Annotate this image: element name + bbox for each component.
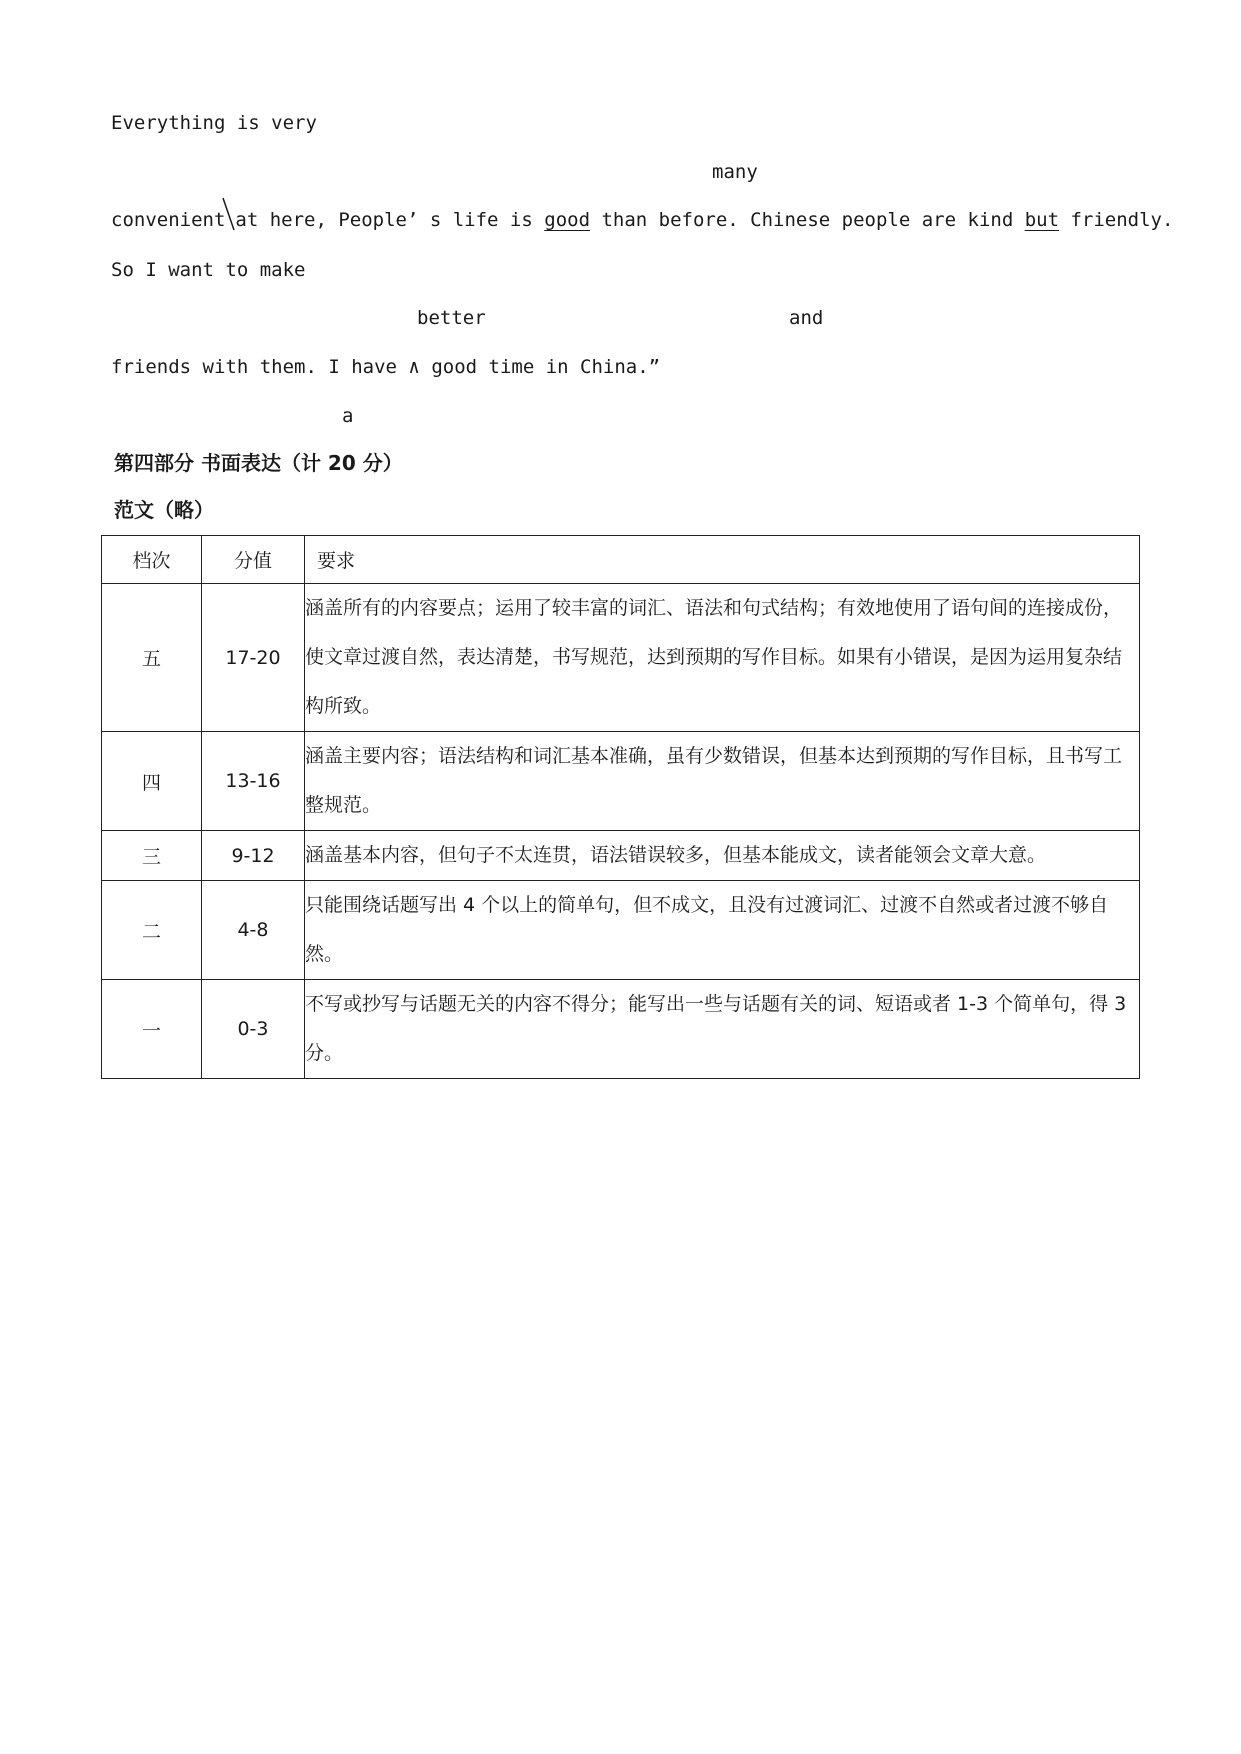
requirement-cell: 涵盖主要内容；语法结构和词汇基本准确，虽有少数错误，但基本达到预期的写作目标，且书写工整规范。	[305, 732, 1140, 831]
insertion-many: many	[712, 161, 758, 183]
score-cell: 13-16	[202, 732, 305, 831]
caret-mark: ∧	[408, 356, 420, 378]
requirement-cell: 涵盖基本内容，但句子不太连贯，语法错误较多，但基本能成文，读者能领会文章大意。	[305, 831, 1140, 881]
level-cell: 一	[102, 980, 202, 1079]
level-cell: 四	[102, 732, 202, 831]
grading-table	[101, 535, 1140, 1079]
text-segment: friends with them. I have	[111, 356, 409, 378]
underlined-word-but: but	[1024, 209, 1060, 231]
table-row	[102, 831, 1140, 881]
sample-essay-label: 范文（略）	[114, 498, 214, 522]
table-header-row	[102, 536, 1140, 584]
table-row	[102, 732, 1140, 831]
insertion-and: and	[789, 307, 824, 329]
header-level: 档次	[102, 536, 202, 584]
text-segment: friendly.	[1059, 209, 1174, 231]
insertion-a: a	[342, 405, 354, 427]
requirement-cell: 只能围绕话题写出 4 个以上的简单句，但不成文，且没有过渡词汇、过渡不自然或者过渡不够自然。	[305, 881, 1140, 980]
level-cell: 二	[102, 881, 202, 980]
passage-line-3: So I want to make	[111, 259, 306, 281]
table-row	[102, 980, 1140, 1079]
score-cell: 0-3	[202, 980, 305, 1079]
insertion-better: better	[417, 307, 486, 329]
section-title: 第四部分 书面表达（计 20 分）	[114, 451, 403, 475]
level-cell: 三	[102, 831, 202, 881]
table-row	[102, 584, 1140, 732]
passage-line-1: Everything is very	[111, 112, 317, 134]
deletion-slash-mark	[225, 208, 235, 230]
text-segment: than before. Chinese people are kind	[590, 209, 1025, 231]
score-cell: 17-20	[202, 584, 305, 732]
table-row	[102, 881, 1140, 980]
requirement-cell: 不写或抄写与话题无关的内容不得分；能写出一些与话题有关的词、短语或者 1-3 个简单句，得 3 分。	[305, 980, 1140, 1079]
score-cell: 9-12	[202, 831, 305, 881]
header-score: 分值	[202, 536, 305, 584]
text-segment: convenient	[111, 209, 226, 231]
passage-line-4	[111, 355, 660, 379]
score-cell: 4-8	[202, 881, 305, 980]
underlined-word-good: good	[544, 209, 591, 231]
passage-line-2	[111, 208, 1173, 232]
requirement-cell: 涵盖所有的内容要点；运用了较丰富的词汇、语法和句式结构；有效地使用了语句间的连接成份，使文章过渡自然，表达清楚，书写规范，达到预期的写作目标。如果有小错误，是因为运用复杂结构所致。	[305, 584, 1140, 732]
level-cell: 五	[102, 584, 202, 732]
text-segment: at here, People’ s life is	[235, 209, 545, 231]
text-segment: good time in China.”	[419, 356, 661, 378]
header-requirement: 要求	[305, 536, 1140, 584]
